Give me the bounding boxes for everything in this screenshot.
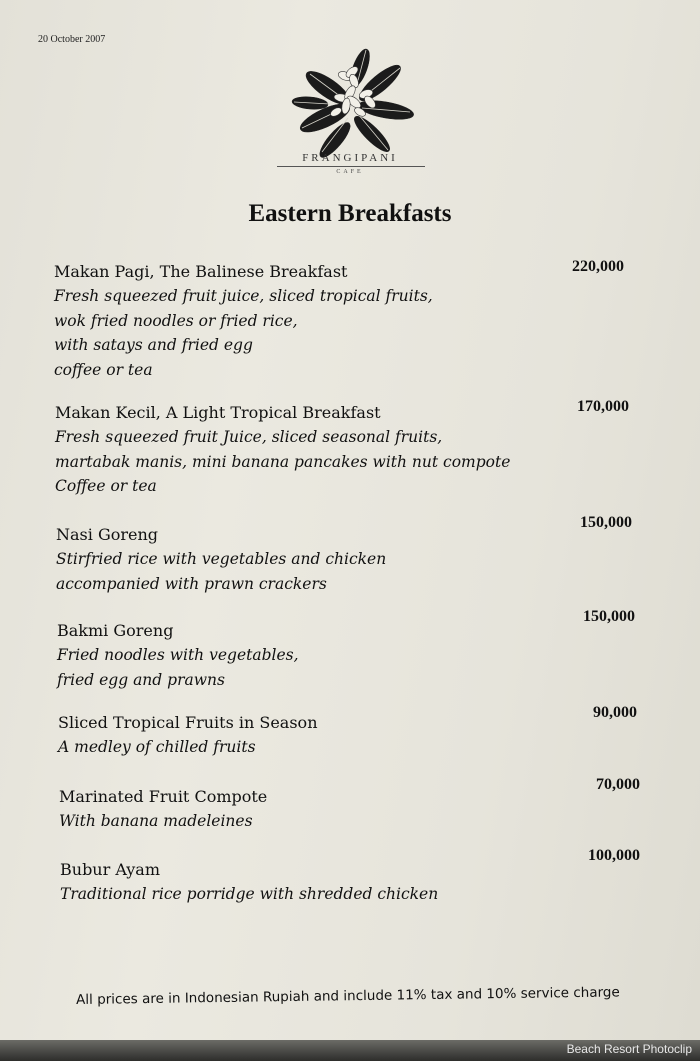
menu-item-desc-line: coffee or tea	[54, 360, 153, 379]
menu-item-desc-line: with satays and fried egg	[54, 336, 253, 354]
brand-subtitle: CAFE	[336, 169, 364, 175]
menu-item-desc-line: With banana madeleines	[59, 812, 253, 830]
menu-item-name: Bubur Ayam	[60, 860, 160, 879]
brand-name: FRANGIPANI	[302, 152, 398, 164]
menu-item	[59, 785, 267, 834]
menu-date: 20 October 2007	[38, 34, 106, 45]
menu-item-price: 100,000	[588, 847, 640, 864]
price-footnote: All prices are in Indonesian Rupiah and include 11% tax and 10% service charge	[76, 984, 620, 1008]
menu-item-name: Nasi Goreng	[56, 525, 159, 544]
menu-item-price: 170,000	[577, 398, 629, 415]
menu-item-desc-line: Fresh squeezed fruit juice, sliced tropical fruits,	[54, 287, 433, 305]
menu-item	[60, 858, 438, 907]
brand-divider	[277, 166, 425, 167]
menu-item-desc-line: A medley of chilled fruits	[58, 738, 256, 756]
menu-item	[54, 260, 433, 382]
menu-item-desc-line: fried egg and prawns	[57, 670, 225, 689]
menu-item-desc-line: Coffee or tea	[55, 477, 157, 495]
photo-watermark: Beach Resort Photoclip	[566, 1042, 692, 1056]
menu-item-desc-line: wok fried noodles or fried rice,	[54, 311, 298, 330]
menu-item	[55, 401, 510, 499]
menu-item-desc-line: Traditional rice porridge with shredded chicken	[60, 885, 439, 903]
menu-item	[57, 619, 299, 692]
menu-item-desc-line: Stirfried rice with vegetables and chicken	[56, 550, 387, 568]
frangipani-flower-logo	[290, 48, 420, 158]
menu-item-price: 220,000	[572, 258, 624, 275]
menu-item-name: Bakmi Goreng	[57, 621, 174, 640]
menu-item-price: 90,000	[593, 704, 637, 721]
menu-item-price: 150,000	[583, 608, 635, 625]
menu-item-desc-line: accompanied with prawn crackers	[56, 574, 327, 593]
menu-item-desc-line: martabak manis, mini banana pancakes with nut compote	[55, 452, 511, 471]
menu-item-desc-line: Fresh squeezed fruit Juice, sliced seasonal fruits,	[55, 428, 443, 446]
page-title: Eastern Breakfasts	[248, 200, 452, 227]
menu-item	[58, 711, 318, 760]
menu-item-price: 150,000	[580, 514, 632, 531]
menu-item-price: 70,000	[596, 776, 640, 793]
menu-item-name: Makan Kecil, A Light Tropical Breakfast	[55, 403, 381, 422]
menu-item-name: Sliced Tropical Fruits in Season	[58, 713, 318, 732]
menu-item-desc-line: Fried noodles with vegetables,	[57, 646, 299, 664]
menu-item-name: Marinated Fruit Compote	[59, 787, 268, 806]
menu-item	[56, 523, 386, 596]
menu-item-name: Makan Pagi, The Balinese Breakfast	[54, 262, 348, 281]
